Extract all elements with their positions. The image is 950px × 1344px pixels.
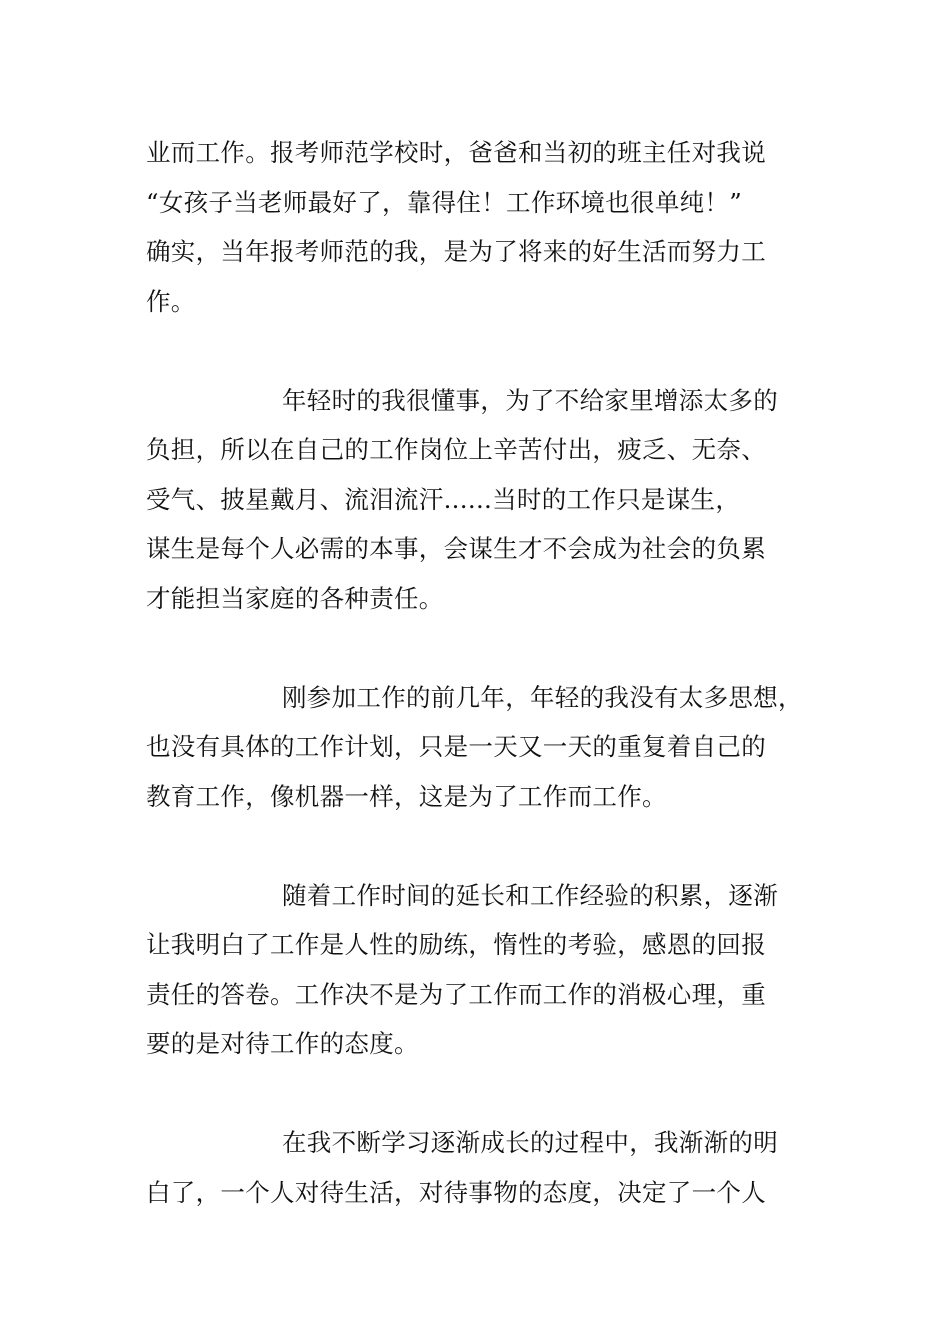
- text-line: 负担，所以在自己的工作岗位上辛苦付出，疲乏、无奈、: [146, 435, 766, 464]
- text-line: 教育工作，像机器一样，这是为了工作而工作。: [146, 781, 667, 811]
- paragraph-2: [146, 376, 826, 624]
- paragraph-spacer: [146, 326, 826, 376]
- text-line: 确实，当年报考师范的我，是为了将来的好生活而努力工: [146, 237, 766, 266]
- text-line: 要的是对待工作的态度。: [146, 1029, 419, 1058]
- paragraph-4: [146, 871, 826, 1069]
- document-body: [146, 128, 826, 1217]
- text-line: 才能担当家庭的各种责任。: [146, 583, 444, 613]
- text-line: 刚参加工作的前几年，年轻的我没有太多思想，: [282, 682, 803, 712]
- text-line: 也没有具体的工作计划，只是一天又一天的重复着自己的: [146, 732, 766, 761]
- paragraph-spacer: [146, 1069, 826, 1119]
- text-line: 作。: [146, 286, 196, 316]
- text-line: 责任的答卷。工作决不是为了工作而工作的消极心理，重: [146, 979, 766, 1009]
- paragraph-spacer: [146, 623, 826, 673]
- text-line: 年轻时的我很懂事，为了不给家里增添太多的: [282, 385, 778, 415]
- paragraph-5: [146, 1118, 826, 1217]
- text-line: 谋生是每个人必需的本事，会谋生才不会成为社会的负累: [146, 534, 766, 563]
- text-line: “女孩子当老师最好了，靠得住！工作环境也很单纯！”: [146, 187, 743, 217]
- paragraph-spacer: [146, 821, 826, 871]
- text-line: 让我明白了工作是人性的励练，惰性的考验，感恩的回报: [146, 930, 766, 959]
- text-line: 随着工作时间的延长和工作经验的积累，逐渐: [282, 880, 778, 910]
- paragraph-1: [146, 128, 826, 326]
- text-line: 业而工作。报考师范学校时，爸爸和当初的班主任对我说: [146, 138, 766, 167]
- text-line: 白了，一个人对待生活，对待事物的态度，决定了一个人: [146, 1177, 766, 1207]
- text-line: 受气、披星戴月、流泪流汗......当时的工作只是谋生，: [146, 484, 741, 514]
- paragraph-3: [146, 673, 826, 822]
- text-line: 在我不断学习逐渐成长的过程中，我渐渐的明: [282, 1128, 778, 1157]
